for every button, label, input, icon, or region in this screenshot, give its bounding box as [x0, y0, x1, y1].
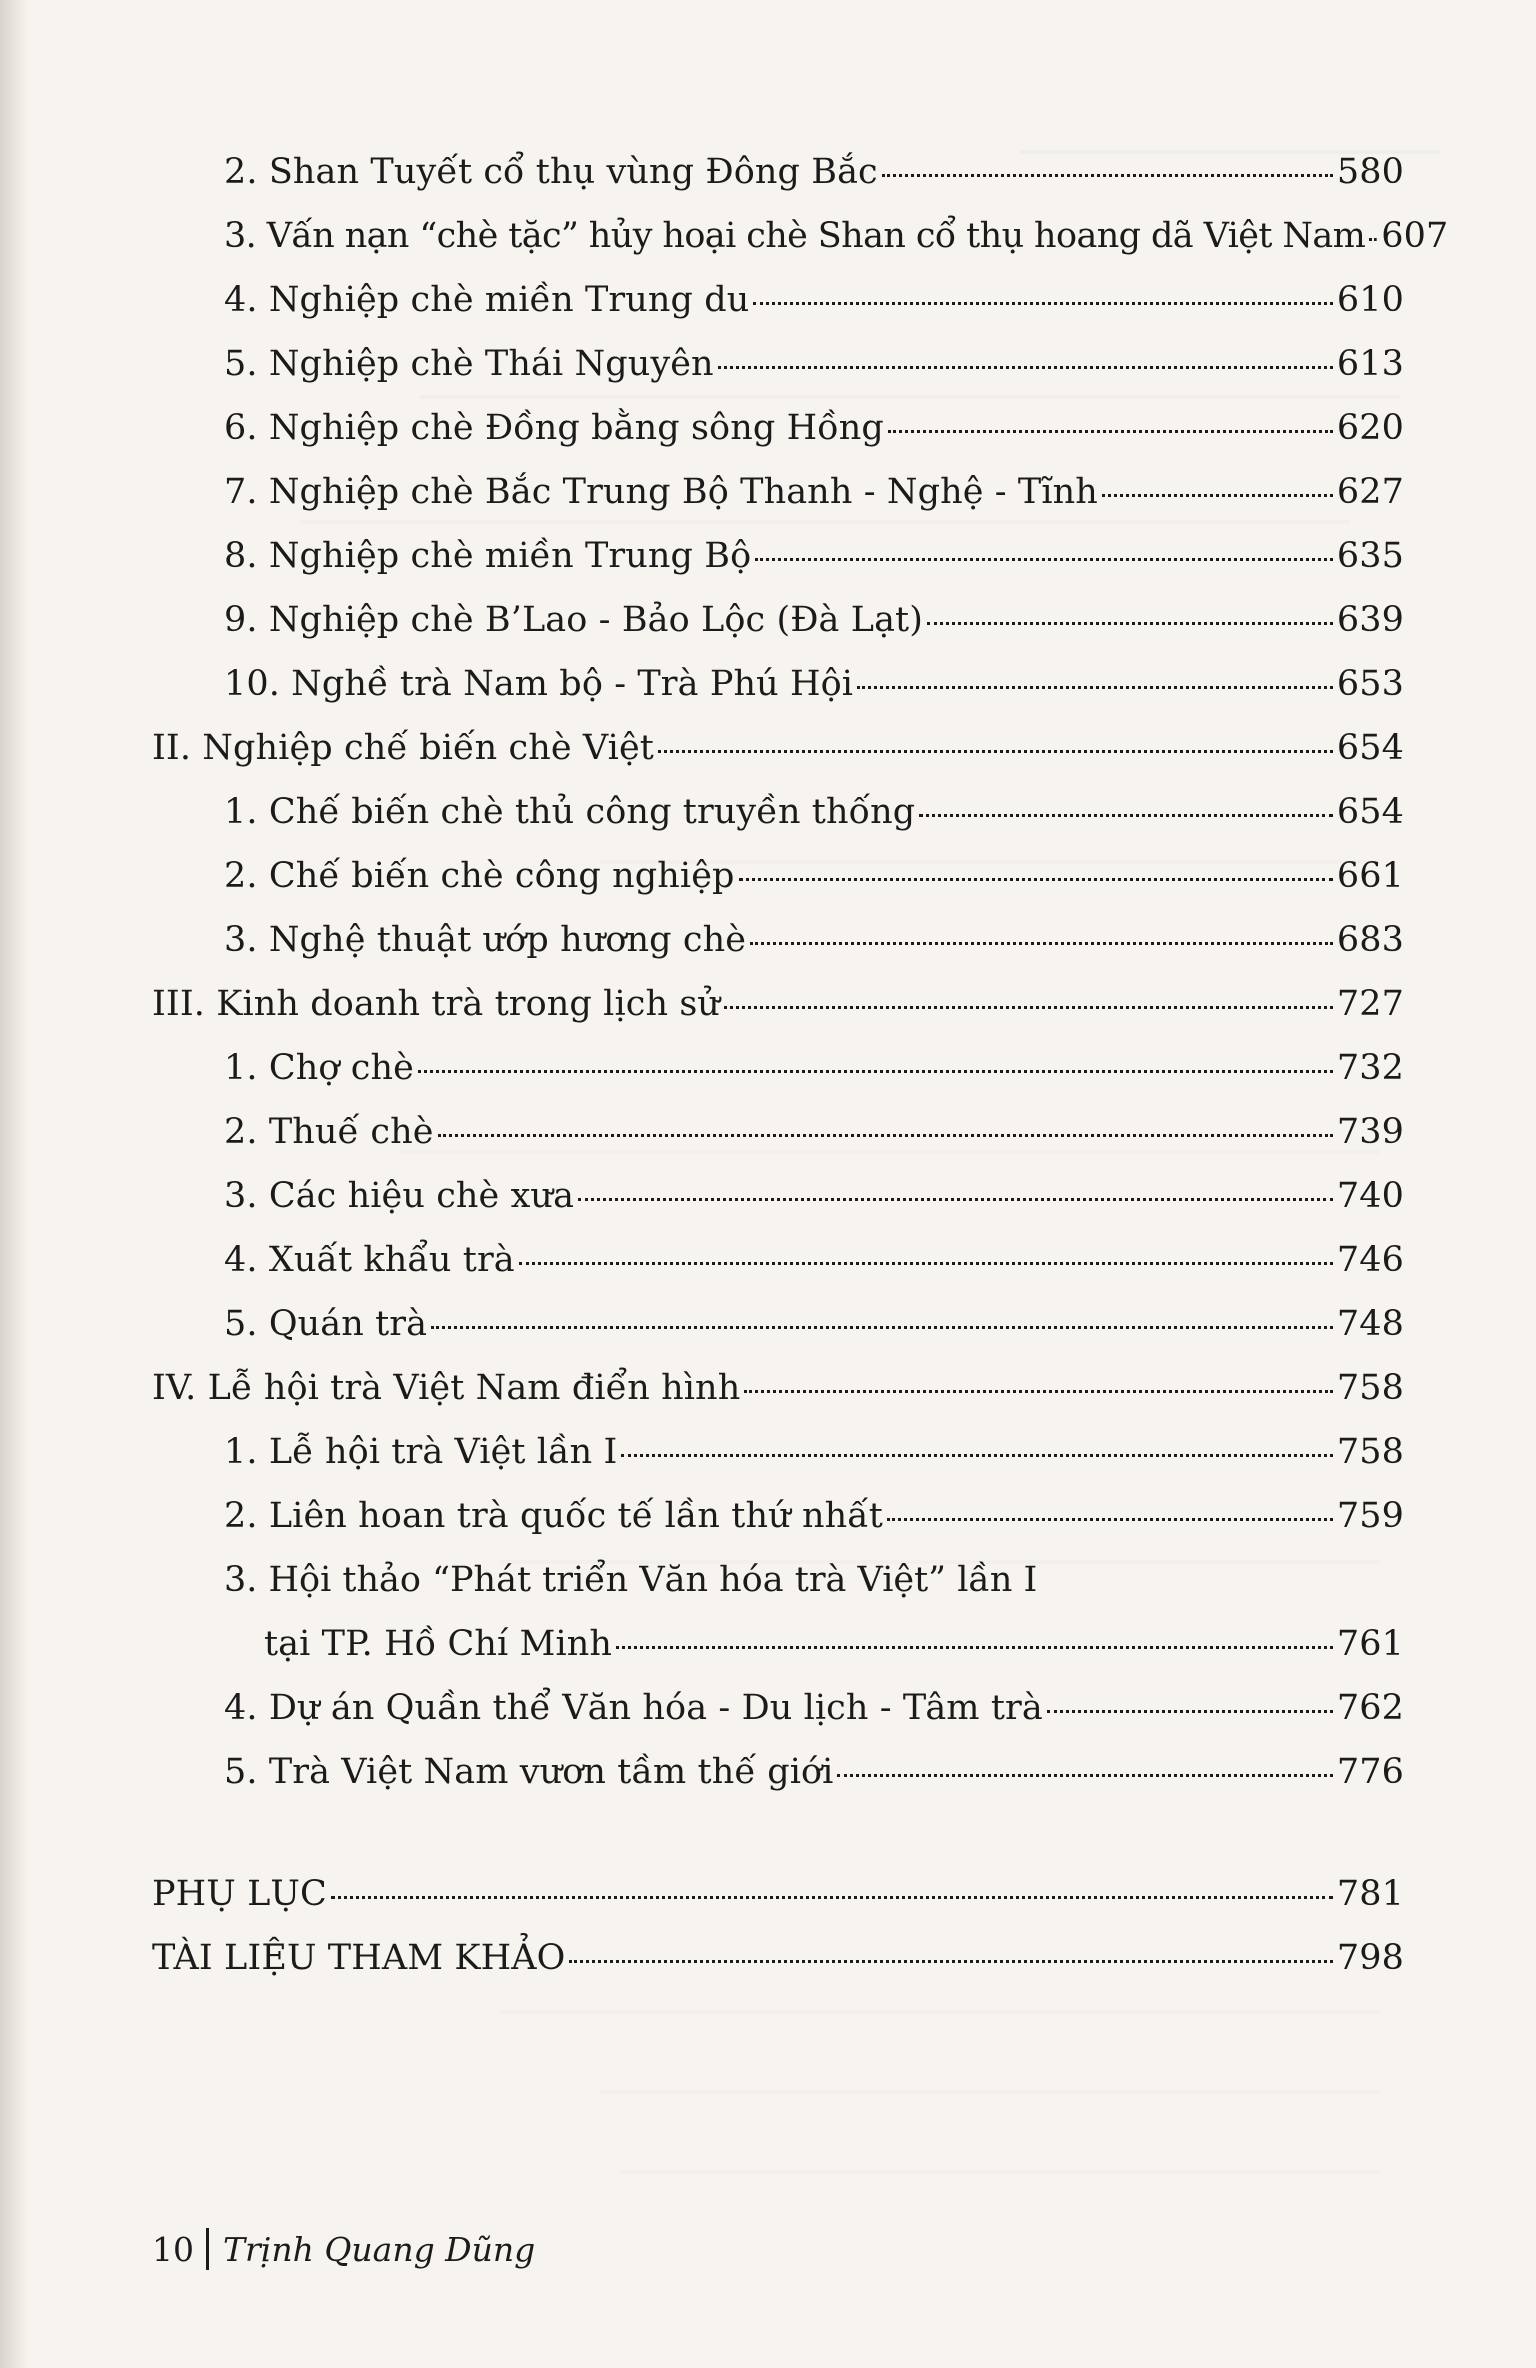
toc-entry-page: 661	[1336, 856, 1404, 896]
footer-divider	[206, 2228, 209, 2270]
toc-section-page: 727	[1336, 984, 1404, 1024]
toc-entry[interactable]	[224, 406, 1404, 450]
toc-entry-title: 7. Nghiệp chè Bắc Trung Bộ Thanh - Nghệ - Tĩnh	[224, 472, 1098, 512]
running-footer-author: Trịnh Quang Dũng	[223, 2229, 536, 2269]
toc-section[interactable]	[152, 982, 1404, 1026]
page-footer	[152, 2228, 535, 2270]
toc-leader-dots	[718, 366, 1333, 369]
toc-entry[interactable]	[224, 1110, 1404, 1154]
toc-entry-page: 758	[1336, 1432, 1404, 1472]
toc-entry[interactable]	[224, 1750, 1404, 1794]
toc-leader-dots	[616, 1646, 1333, 1649]
toc-entry[interactable]	[224, 1174, 1404, 1218]
toc-entry-page: 759	[1336, 1496, 1404, 1536]
toc-section-page: 781	[1336, 1874, 1404, 1914]
toc-leader-dots	[739, 878, 1333, 881]
toc-leader-dots	[431, 1326, 1333, 1329]
toc-entry-title: 1. Lễ hội trà Việt lần I	[224, 1432, 618, 1472]
toc-leader-dots	[724, 1006, 1333, 1009]
toc-entry-title: 4. Nghiệp chè miền Trung du	[224, 280, 750, 320]
toc-leader-dots	[331, 1896, 1333, 1899]
toc-entry[interactable]	[224, 1430, 1404, 1474]
toc-entry-page: 610	[1336, 280, 1404, 320]
toc-leader-dots	[857, 686, 1333, 689]
toc-leader-dots	[888, 430, 1333, 433]
toc-entry[interactable]	[224, 470, 1404, 514]
toc-entry[interactable]	[224, 598, 1404, 642]
toc-entry-title: 3. Nghệ thuật ướp hương chè	[224, 920, 747, 960]
toc-entry[interactable]	[224, 790, 1404, 834]
toc-entry[interactable]	[224, 214, 1449, 258]
toc-leader-dots	[750, 942, 1333, 945]
toc-entry-title: 5. Quán trà	[224, 1304, 428, 1344]
toc-leader-dots	[1102, 494, 1333, 497]
toc-section-title: III. Kinh doanh trà trong lịch sử	[152, 984, 721, 1024]
toc-entry-title: 5. Nghiệp chè Thái Nguyên	[224, 344, 714, 384]
toc-entry-page: 748	[1336, 1304, 1404, 1344]
toc-entry[interactable]	[224, 662, 1404, 706]
toc-section-title: PHỤ LỤC	[152, 1874, 327, 1914]
toc-entry-title: 8. Nghiệp chè miền Trung Bộ	[224, 536, 752, 576]
toc-section[interactable]	[152, 726, 1404, 770]
toc-entry[interactable]	[224, 278, 1404, 322]
toc-leader-dots	[658, 750, 1333, 753]
toc-entry[interactable]	[224, 854, 1404, 898]
toc-leader-dots	[753, 302, 1332, 305]
toc-section-page: 654	[1336, 728, 1404, 768]
toc-entry-page: 620	[1336, 408, 1404, 448]
toc-entry[interactable]	[224, 918, 1404, 962]
toc-entry-first-line[interactable]: 3. Hội thảo “Phát triển Văn hóa trà Việt” lần I	[224, 1560, 1038, 1600]
toc-entry-title: 4. Dự án Quần thể Văn hóa - Du lịch - Tâm trà	[224, 1688, 1043, 1728]
toc-leader-dots	[1047, 1710, 1333, 1713]
toc-section[interactable]	[152, 1872, 1404, 1916]
toc-leader-dots	[569, 1960, 1332, 1963]
toc-entry-title: 2. Chế biến chè công nghiệp	[224, 856, 735, 896]
toc-leader-dots	[887, 1518, 1333, 1521]
toc-section-title: IV. Lễ hội trà Việt Nam điển hình	[152, 1368, 741, 1408]
toc-entry[interactable]	[224, 1494, 1404, 1538]
toc-leader-dots	[621, 1454, 1332, 1457]
toc-leader-dots	[837, 1774, 1332, 1777]
toc-entry-page: 580	[1336, 152, 1404, 192]
toc-section[interactable]	[152, 1366, 1404, 1410]
toc-entry[interactable]	[224, 534, 1404, 578]
toc-entry[interactable]	[224, 1302, 1404, 1346]
toc-entry-page: 761	[1336, 1624, 1404, 1664]
toc-entry-page: 654	[1336, 792, 1404, 832]
toc-leader-dots	[1369, 238, 1377, 241]
toc-entry-page: 613	[1336, 344, 1404, 384]
toc-entry[interactable]	[224, 1238, 1404, 1282]
toc-entry-page: 776	[1336, 1752, 1404, 1792]
toc-entry-title: tại TP. Hồ Chí Minh	[264, 1624, 613, 1664]
toc-leader-dots	[927, 622, 1333, 625]
toc-entry-page: 746	[1336, 1240, 1404, 1280]
toc-entry-title: 5. Trà Việt Nam vươn tầm thế giới	[224, 1752, 834, 1792]
toc-entry-page: 639	[1336, 600, 1404, 640]
toc-leader-dots	[882, 174, 1333, 177]
toc-entry-title: 4. Xuất khẩu trà	[224, 1240, 515, 1280]
toc-entry[interactable]	[224, 1046, 1404, 1090]
toc-entry-title: 1. Chợ chè	[224, 1048, 414, 1088]
toc-section-title: II. Nghiệp chế biến chè Việt	[152, 728, 654, 768]
toc-entry-page: 683	[1336, 920, 1404, 960]
toc-leader-dots	[418, 1070, 1333, 1073]
toc-section-page: 798	[1336, 1938, 1404, 1978]
toc-section-title: TÀI LIỆU THAM KHẢO	[152, 1938, 566, 1978]
toc-entry[interactable]	[224, 342, 1404, 386]
toc-leader-dots	[744, 1390, 1333, 1393]
toc-section-page: 758	[1336, 1368, 1404, 1408]
toc-entry-title: 3. Vấn nạn “chè tặc” hủy hoại chè Shan cổ thụ hoang dã Việt Nam	[224, 216, 1366, 256]
toc-entry-page: 607	[1381, 216, 1449, 256]
toc-entry-page: 740	[1336, 1176, 1404, 1216]
toc-entry-page: 762	[1336, 1688, 1404, 1728]
toc-leader-dots	[578, 1198, 1333, 1201]
toc-leader-dots	[519, 1262, 1333, 1265]
toc-entry-title: 1. Chế biến chè thủ công truyền thống	[224, 792, 916, 832]
toc-entry-page: 653	[1336, 664, 1404, 704]
toc-entry-title: 2. Liên hoan trà quốc tế lần thứ nhất	[224, 1496, 883, 1536]
toc-leader-dots	[919, 814, 1333, 817]
toc-entry-title: 6. Nghiệp chè Đồng bằng sông Hồng	[224, 408, 884, 448]
toc-leader-dots	[755, 558, 1333, 561]
toc-entry[interactable]	[224, 150, 1404, 194]
toc-entry[interactable]	[224, 1686, 1404, 1730]
toc-entry-title: 2. Shan Tuyết cổ thụ vùng Đông Bắc	[224, 152, 878, 192]
toc-entry-page: 739	[1336, 1112, 1404, 1152]
toc-leader-dots	[438, 1134, 1333, 1137]
toc-entry-page: 635	[1336, 536, 1404, 576]
toc-entry-page: 732	[1336, 1048, 1404, 1088]
toc-entry-title: 2. Thuế chè	[224, 1112, 434, 1152]
toc-entry-title: 3. Các hiệu chè xưa	[224, 1176, 575, 1216]
toc-section[interactable]	[152, 1936, 1404, 1980]
page-number: 10	[152, 2229, 194, 2269]
toc-entry-page: 627	[1336, 472, 1404, 512]
toc-entry-title: 9. Nghiệp chè B’Lao - Bảo Lộc (Đà Lạt)	[224, 600, 923, 640]
toc-entry[interactable]	[264, 1622, 1404, 1666]
toc-entry-title: 10. Nghề trà Nam bộ - Trà Phú Hội	[224, 664, 854, 704]
